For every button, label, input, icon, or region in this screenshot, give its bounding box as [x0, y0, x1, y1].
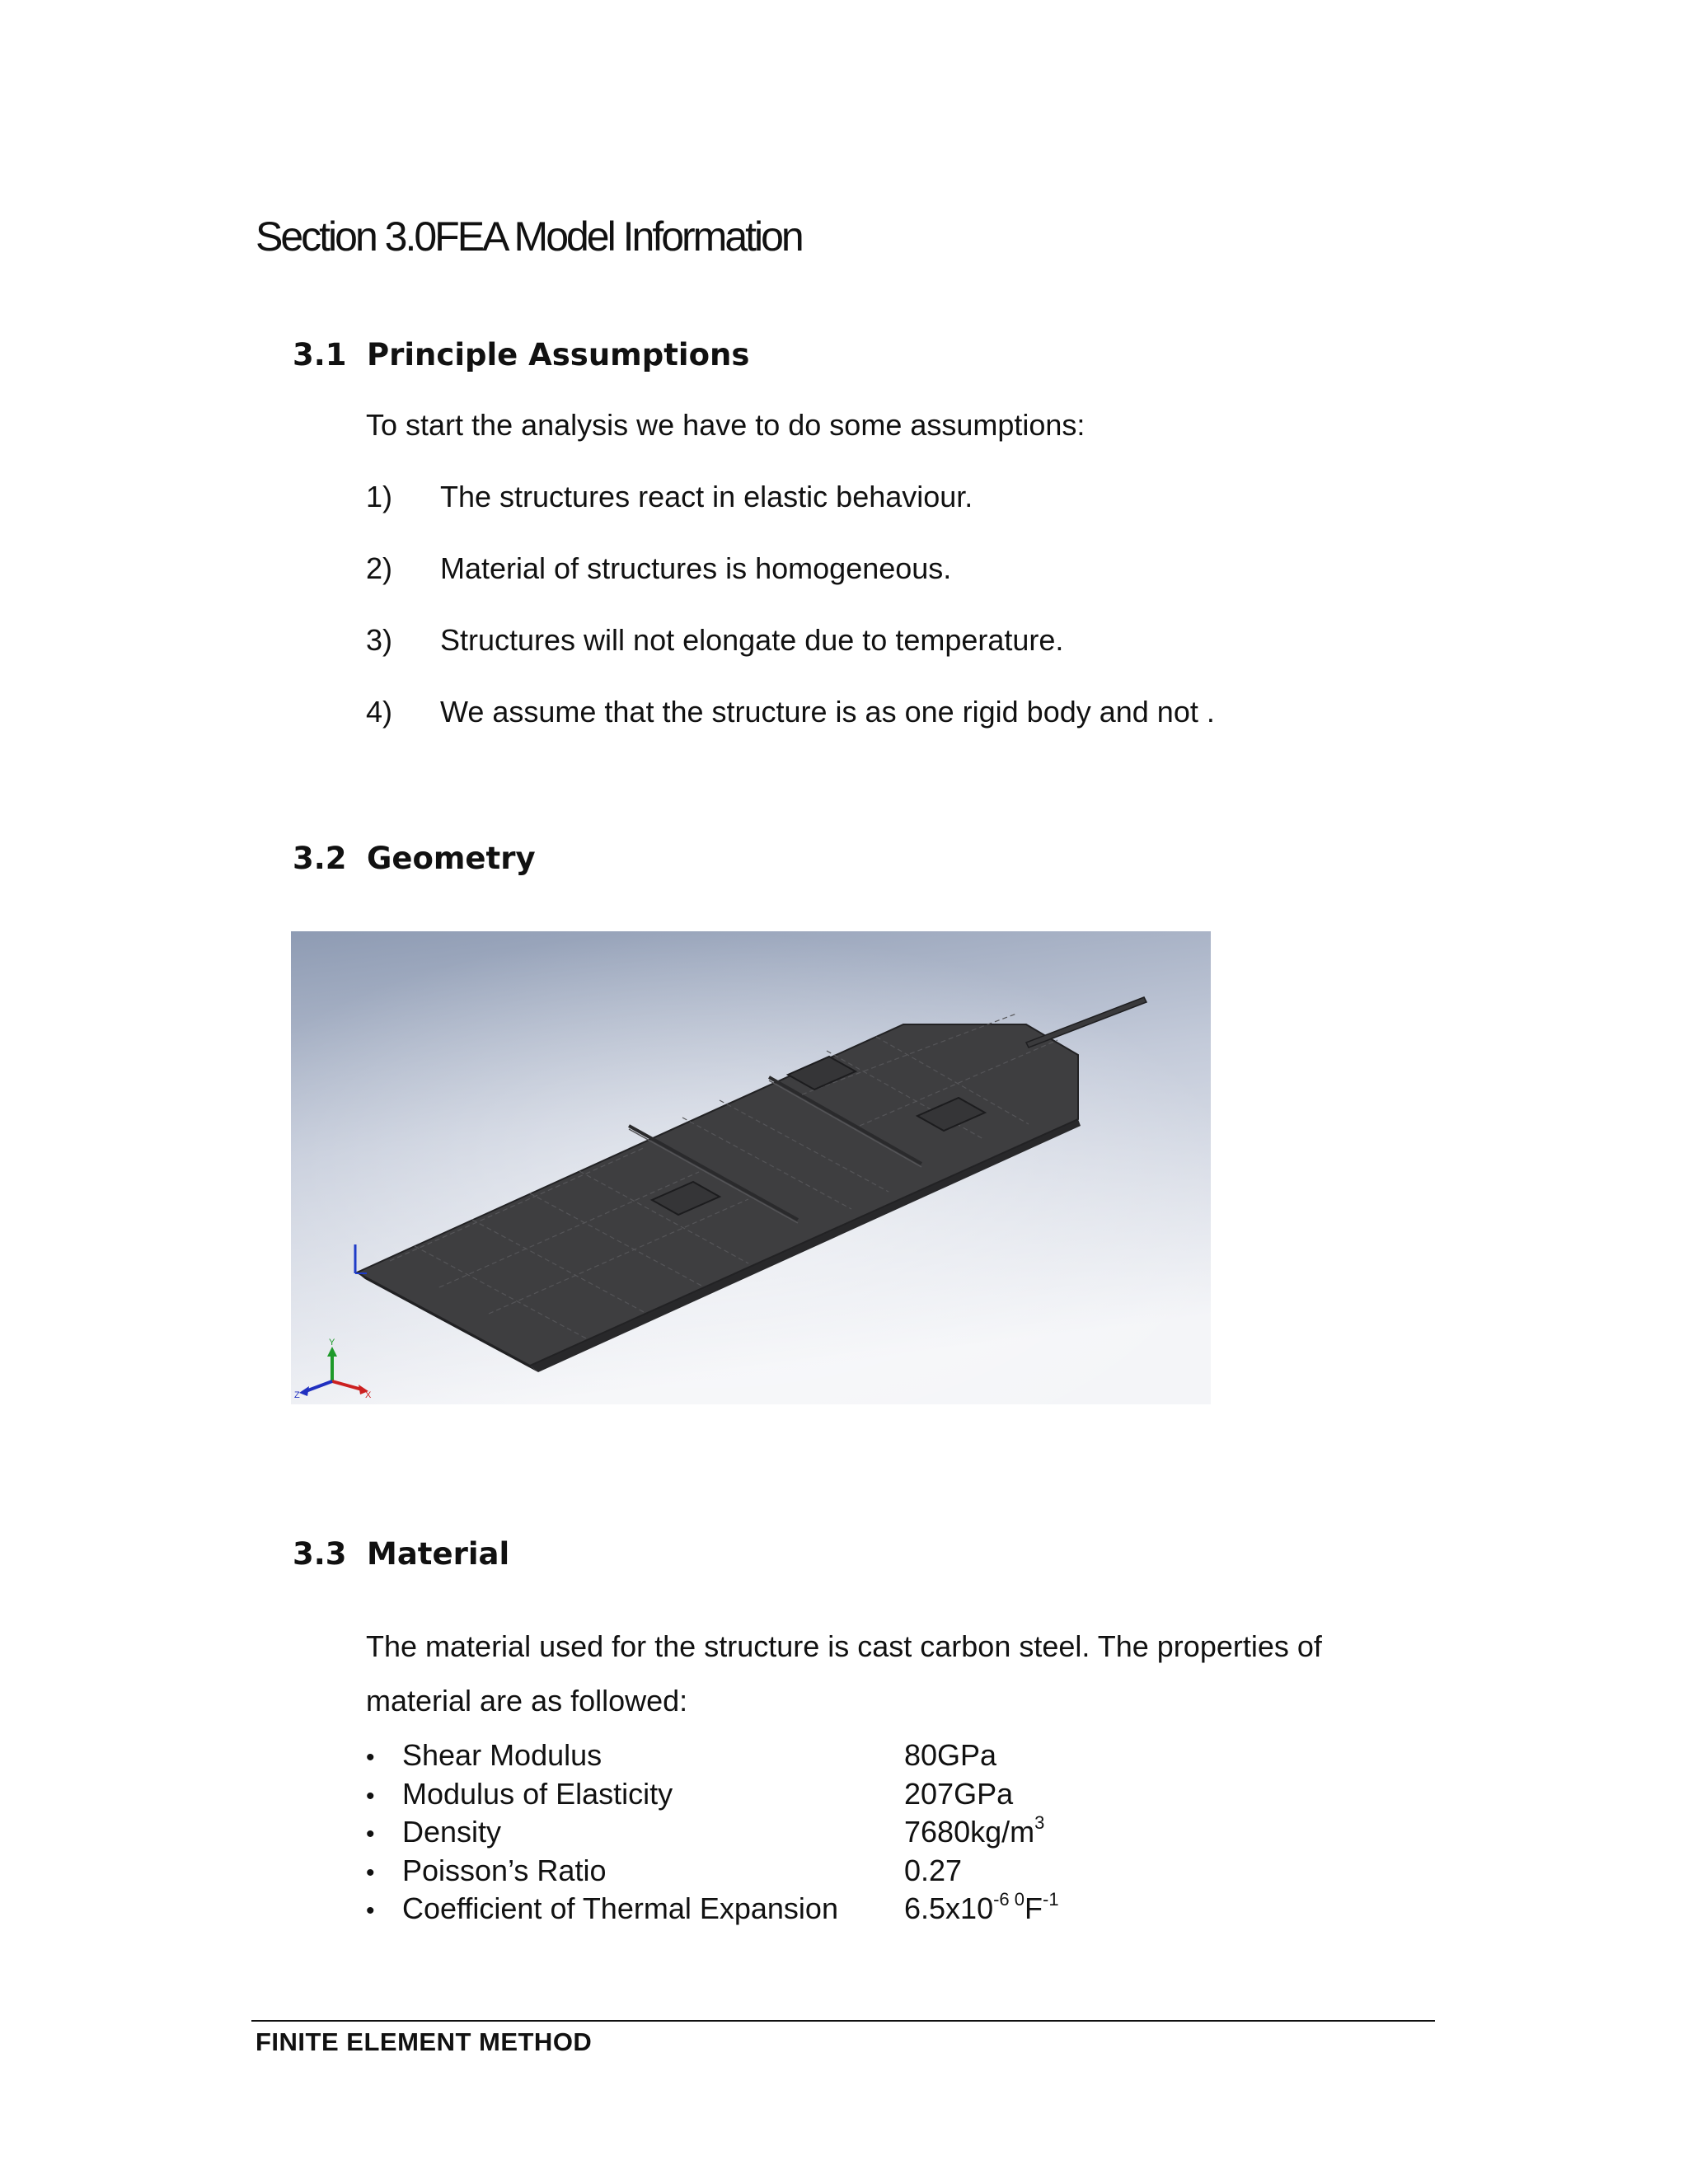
subsection-number: 3.1 [293, 337, 347, 373]
material-properties-list [366, 1736, 1059, 1929]
property-name: Modulus of Elasticity [402, 1776, 673, 1811]
subsection-title: Geometry [367, 841, 536, 876]
property-row [366, 1812, 1045, 1852]
axis-y-label: Y [329, 1338, 335, 1347]
property-row [366, 1775, 1014, 1814]
axis-x-label: X [365, 1390, 372, 1400]
property-row [366, 1889, 1059, 1929]
property-name: Shear Modulus [402, 1738, 603, 1772]
list-item [366, 623, 1063, 658]
subsection-number: 3.3 [293, 1536, 347, 1572]
subsection-title: Principle Assumptions [367, 337, 750, 373]
list-item-text: Structures will not elongate due to temperature. [440, 623, 1064, 657]
list-item-text: Material of structures is homogeneous. [440, 551, 952, 585]
subsection-heading-3-1 [293, 337, 749, 373]
footer-title: FINITE ELEMENT METHOD [256, 2027, 593, 2056]
subsection-number: 3.2 [293, 841, 347, 876]
list-item-number: 3) [366, 623, 393, 657]
list-item-number: 1) [366, 480, 393, 513]
bullet-icon: • [366, 1821, 375, 1848]
bullet-icon: • [366, 1897, 375, 1924]
subsection-heading-3-2 [293, 841, 536, 876]
footer-divider [251, 2020, 1435, 2022]
bullet-icon: • [366, 1744, 375, 1771]
material-intro-line1: The material used for the structure is cast carbon steel. The properties of [366, 1629, 1322, 1663]
list-item [366, 695, 1215, 729]
cad-model-render [291, 931, 1211, 1404]
property-name: Density [402, 1815, 502, 1849]
property-value: $6.5x10^{-6 0}F^{-1}$ [904, 1889, 1059, 1925]
property-value: 207GPa [904, 1776, 1014, 1811]
assumptions-intro: To start the analysis we have to do some assumptions: [366, 408, 1085, 442]
list-item-text: The structures react in elastic behaviour. [440, 480, 973, 513]
property-value: 80GPa [904, 1738, 997, 1772]
material-intro-line2: material are as followed: [366, 1684, 688, 1718]
bullet-icon: • [366, 1782, 375, 1810]
list-item [366, 480, 973, 514]
subsection-title: Material [367, 1536, 510, 1572]
property-name: Poisson’s Ratio [402, 1853, 607, 1887]
bullet-icon: • [366, 1858, 375, 1886]
subsection-heading-3-3 [293, 1536, 509, 1572]
geometry-figure [291, 931, 1211, 1404]
property-row [366, 1736, 997, 1775]
list-item-number: 2) [366, 551, 393, 585]
property-name: Coefficient of Thermal Expansion [402, 1891, 838, 1925]
list-item-number: 4) [366, 695, 393, 729]
property-row [366, 1852, 963, 1891]
axis-z-label: Z [294, 1390, 300, 1400]
section-title: Section 3.0FEA Model Information [256, 213, 802, 260]
property-value: $7680kg/m^3$ [904, 1812, 1045, 1849]
list-item-text: We assume that the structure is as one rigid body and not . [440, 695, 1215, 729]
list-item [366, 551, 951, 586]
property-value: 0.27 [904, 1853, 963, 1887]
